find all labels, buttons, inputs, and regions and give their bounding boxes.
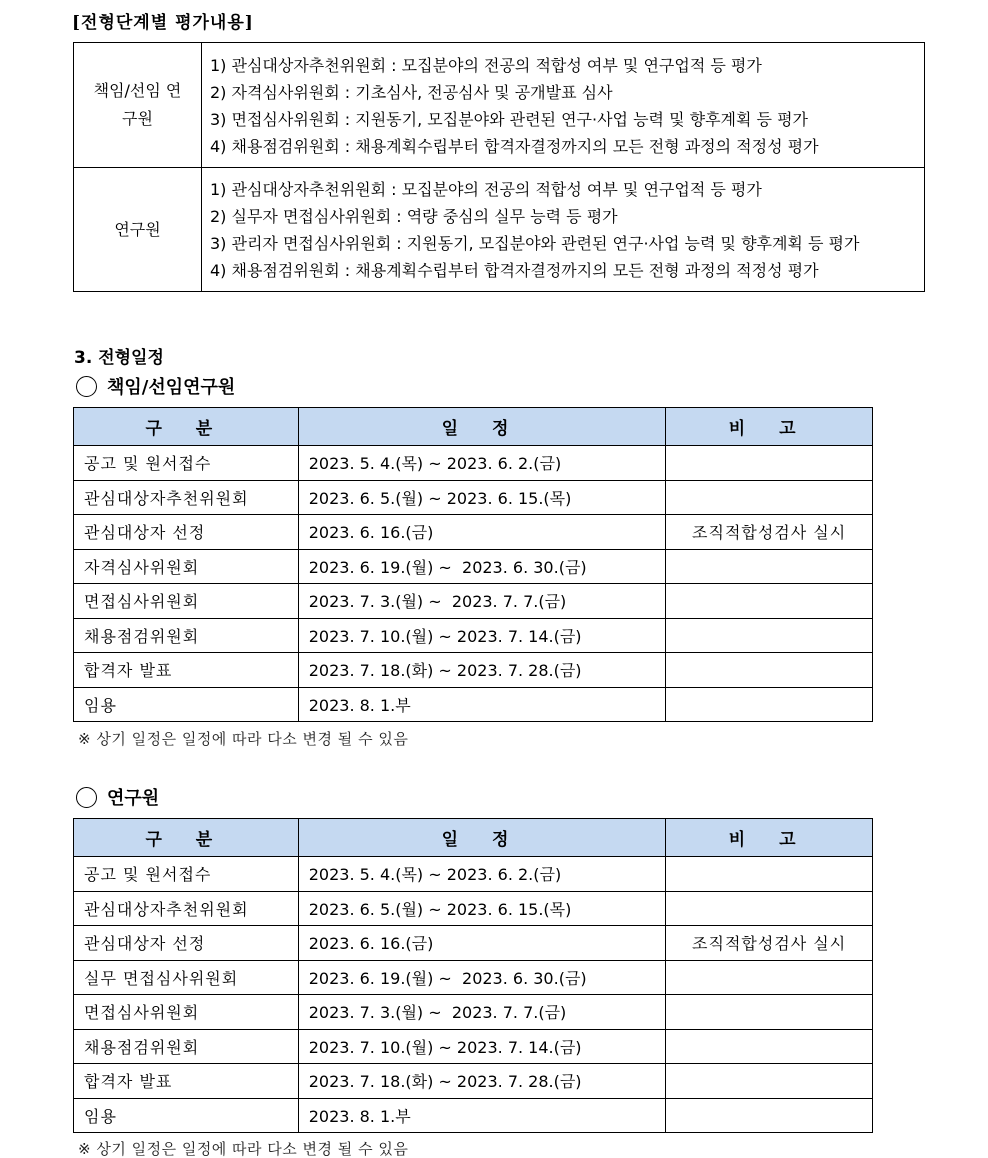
date-cell: 2023. 6. 19.(월) ~ 2023. 6. 30.(금)	[298, 960, 666, 995]
schedule-row	[74, 549, 873, 584]
remark-cell	[666, 1064, 873, 1099]
category-cell: 관심대상자 선정	[74, 926, 299, 961]
remark-cell	[666, 1098, 873, 1133]
schedule-row	[74, 857, 873, 892]
schedule-table-researcher	[73, 818, 873, 1133]
date-cell: 2023. 8. 1.부	[298, 687, 666, 722]
evaluation-heading: [전형단계별 평가내용]	[72, 13, 254, 33]
schedule-header-row	[74, 819, 873, 857]
evaluation-row-researcher	[74, 168, 925, 292]
subheading-label: 연구원	[107, 788, 160, 809]
date-cell: 2023. 6. 5.(월) ~ 2023. 6. 15.(목)	[298, 480, 666, 515]
schedule-table-senior	[73, 407, 873, 722]
remark-cell	[666, 549, 873, 584]
schedule-row	[74, 446, 873, 481]
criteria-item: 2) 실무자 면접심사위원회 : 역량 중심의 실무 능력 등 평가	[210, 207, 618, 226]
category-cell: 공고 및 원서접수	[74, 857, 299, 892]
schedule-row	[74, 1029, 873, 1064]
date-cell: 2023. 6. 16.(금)	[298, 515, 666, 550]
schedule-row	[74, 891, 873, 926]
remark-cell: 조직적합성검사 실시	[666, 926, 873, 961]
schedule-row	[74, 1064, 873, 1099]
category-cell: 관심대상자 선정	[74, 515, 299, 550]
criteria-item: 4) 채용점검위원회 : 채용계획수립부터 합격자결정까지의 모든 전형 과정의 적정성 평가	[210, 261, 819, 280]
schedule-row	[74, 515, 873, 550]
schedule-note: ※ 상기 일정은 일정에 따라 다소 변경 될 수 있음	[78, 730, 409, 748]
category-cell: 공고 및 원서접수	[74, 446, 299, 481]
category-cell: 관심대상자추천위원회	[74, 480, 299, 515]
date-cell: 2023. 7. 3.(월) ~ 2023. 7. 7.(금)	[298, 995, 666, 1030]
schedule-row	[74, 995, 873, 1030]
schedule-row	[74, 653, 873, 688]
date-cell: 2023. 7. 10.(월) ~ 2023. 7. 14.(금)	[298, 1029, 666, 1064]
remark-cell	[666, 687, 873, 722]
remark-cell	[666, 857, 873, 892]
remark-cell	[666, 446, 873, 481]
remark-cell	[666, 995, 873, 1030]
criteria-item: 3) 관리자 면접심사위원회 : 지원동기, 모집분야와 관련된 연구·사업 능력 및 향후계획 등 평가	[210, 234, 860, 253]
category-cell: 합격자 발표	[74, 1064, 299, 1099]
criteria-cell	[202, 168, 925, 292]
evaluation-row-senior	[74, 43, 925, 168]
remark-cell	[666, 891, 873, 926]
header-category: 구 분	[74, 819, 299, 857]
remark-cell	[666, 653, 873, 688]
role-label: 책임/선임 연구원	[93, 81, 182, 128]
schedule-subheading-senior	[76, 373, 235, 399]
category-cell: 관심대상자추천위원회	[74, 891, 299, 926]
date-cell: 2023. 5. 4.(목) ~ 2023. 6. 2.(금)	[298, 857, 666, 892]
schedule-row	[74, 960, 873, 995]
schedule-subheading-researcher	[76, 784, 159, 810]
criteria-item: 1) 관심대상자추천위원회 : 모집분야의 전공의 적합성 여부 및 연구업적 등 평가	[210, 180, 762, 199]
schedule-row	[74, 1098, 873, 1133]
subheading-label: 책임/선임연구원	[107, 377, 236, 398]
category-cell: 채용점검위원회	[74, 1029, 299, 1064]
circle-bullet-icon	[76, 376, 97, 397]
date-cell: 2023. 6. 16.(금)	[298, 926, 666, 961]
date-cell: 2023. 7. 3.(월) ~ 2023. 7. 7.(금)	[298, 584, 666, 619]
evaluation-table	[73, 42, 925, 292]
header-category: 구 분	[74, 408, 299, 446]
category-cell: 실무 면접심사위원회	[74, 960, 299, 995]
schedule-row	[74, 618, 873, 653]
header-remark: 비 고	[666, 408, 873, 446]
header-date: 일 정	[298, 819, 666, 857]
schedule-note: ※ 상기 일정은 일정에 따라 다소 변경 될 수 있음	[78, 1140, 409, 1158]
criteria-cell	[202, 43, 925, 168]
category-cell: 합격자 발표	[74, 653, 299, 688]
schedule-row	[74, 480, 873, 515]
header-remark: 비 고	[666, 819, 873, 857]
category-cell: 면접심사위원회	[74, 584, 299, 619]
remark-cell	[666, 960, 873, 995]
circle-bullet-icon	[76, 787, 97, 808]
schedule-row	[74, 584, 873, 619]
criteria-item: 3) 면접심사위원회 : 지원동기, 모집분야와 관련된 연구·사업 능력 및 향후계획 등 평가	[210, 109, 808, 129]
date-cell: 2023. 6. 5.(월) ~ 2023. 6. 15.(목)	[298, 891, 666, 926]
criteria-item: 1) 관심대상자추천위원회 : 모집분야의 전공의 적합성 여부 및 연구업적 등 평가	[210, 55, 762, 75]
category-cell: 면접심사위원회	[74, 995, 299, 1030]
date-cell: 2023. 7. 18.(화) ~ 2023. 7. 28.(금)	[298, 653, 666, 688]
criteria-item: 2) 자격심사위원회 : 기초심사, 전공심사 및 공개발표 심사	[210, 82, 613, 102]
date-cell: 2023. 5. 4.(목) ~ 2023. 6. 2.(금)	[298, 446, 666, 481]
date-cell: 2023. 8. 1.부	[298, 1098, 666, 1133]
role-cell	[74, 168, 202, 292]
schedule-header-row	[74, 408, 873, 446]
date-cell: 2023. 6. 19.(월) ~ 2023. 6. 30.(금)	[298, 549, 666, 584]
date-cell: 2023. 7. 18.(화) ~ 2023. 7. 28.(금)	[298, 1064, 666, 1099]
category-cell: 자격심사위원회	[74, 549, 299, 584]
role-cell	[74, 43, 202, 168]
remark-cell	[666, 584, 873, 619]
schedule-heading: 3. 전형일정	[74, 348, 164, 368]
schedule-row	[74, 687, 873, 722]
remark-cell	[666, 1029, 873, 1064]
date-cell: 2023. 7. 10.(월) ~ 2023. 7. 14.(금)	[298, 618, 666, 653]
category-cell: 임용	[74, 687, 299, 722]
category-cell: 채용점검위원회	[74, 618, 299, 653]
schedule-row	[74, 926, 873, 961]
criteria-item: 4) 채용점검위원회 : 채용계획수립부터 합격자결정까지의 모든 전형 과정의 적정성 평가	[210, 136, 819, 156]
remark-cell: 조직적합성검사 실시	[666, 515, 873, 550]
category-cell: 임용	[74, 1098, 299, 1133]
header-date: 일 정	[298, 408, 666, 446]
remark-cell	[666, 618, 873, 653]
remark-cell	[666, 480, 873, 515]
role-label: 연구원	[114, 219, 161, 239]
